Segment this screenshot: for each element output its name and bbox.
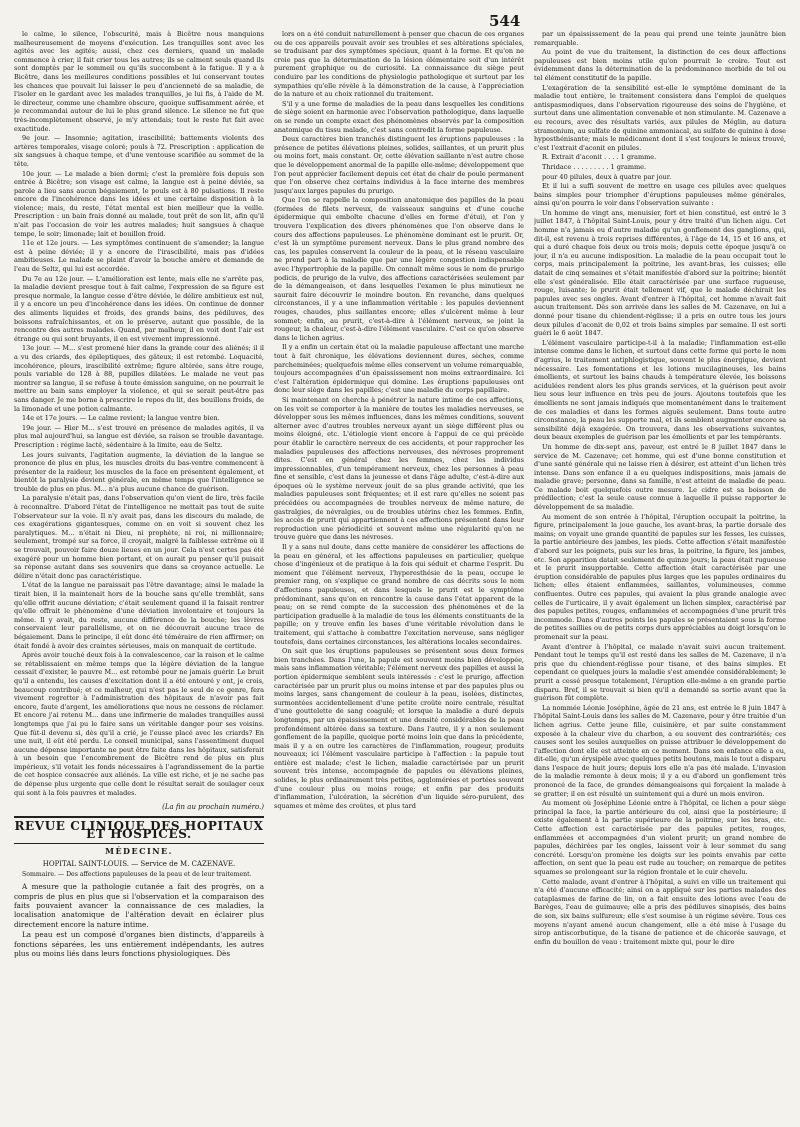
paragraph: Que l'on se rappelle la composition anatomique des papilles de la peau (formées de filets nerveux, de vaisseaux sanguins et d'une couche épidermique qui embolte chacune d'elles en forme d'étui), et l'on y trouvera l'explication des divers phénomènes que l'on observe dans le cours des affections papuleuses. Le phénomène dominant est le prurit. Or, c'est là un symptôme purement nerveux. Dans le plus grand nombre des cas, les papules conservent la couleur de la peau, et le réseau vasculaire ne prend part à la maladie que par une légère congestion indispensable avec l'hypertrophie de la papille. On connaît même sous le nom de prurigo podicis, de prurigo de la vulve, des affections caractérisées seulement par de la démangeaison, et dans lesquelles l'examen le plus minutieux ne saurait faire découvrir le moindre bouton. En revanche, dans quelques circonstances, il y a une inflammation véritable : les papules deviennent rouges, chaudes, plus saillantes encore; elles s'ulcèrent même à leur sommet; enfin, au prurit, c'est-à-dire à l'élément nerveux, se joint la rougeur, la chaleur, c'est-à-dire l'élément vasculaire. C'est ce qu'on observe dans le lichen agrius.	[274, 196, 524, 342]
paragraph: 19e jour. — Hier M... s'est trouvé en présence de malades agités, il va plus mal aujourd'hui, sa langue est déviée, sa raison se trouble davantage. Prescription : régime lacté, sédentaire à la limite, eau de Seltz.	[14, 423, 264, 449]
paragraph: Au point de vue du traitement, la distinction de ces deux affections papuleuses est bien moins utile qu'on pourrait le croire. Tout est évidemment dans la détermination de la prédominance morbide de tel ou tel élément constitutif de la papille.	[534, 48, 786, 82]
paragraph: Un homme de vingt ans, menuisier, fort et bien constitué, est entré le 3 juillet 1847, à l'hôpital Saint-Louis, pour y être traité d'un lichen aigu. Cet homme n'a jamais eu d'autre maladie qu'un gonflement des ganglions, qui, dit-il, est revenu à trois reprises différentes, à l'âge de 14, 15 et 16 ans, et qui a duré chaque fois deux ou trois mois; depuis cette époque jusqu'à ce jour, il n'a eu aucune indisposition. La maladie de la peau occupait tout le corps, mais principalement la poitrine, les avant-bras, les cuisses; elle datait de cinq semaines et s'était manifestée d'abord sur la poitrine; bientôt elle s'est généralisée. Elle était caractérisée par une surface rugueuse, rouge, luisante; le prurit était tellement vif, que le malade déchirait les papules avec ses ongles. Avant d'entrer à l'hôpital, cet homme n'avait fait aucun traitement. Dès son arrivée dans les salles de M. Cazenave, on lui a donné pour tisane du chiendent-réglisse; il a pris en outre tous les jours deux pilules d'aconit de 0,02 et trois bains simples par semaine. Il est sorti guéri le 6 août 1847.	[534, 208, 786, 338]
intro-paragraph: A mesure que la pathologie cutanée a fait des progrès, on a compris de plus en plus que si l'observation et la comparaison des faits pouvaient avancer la connaissance de ces maladies, la localisation anatomique de l'altération devait en éclairer plus directement encore la nature intime.	[14, 882, 264, 929]
paragraph: Deux caractères bien tranchés distinguent les éruptions papuleuses : la présence de petites élévations pleines, solides, saillantes, et un prurit plus ou moins fort, mais constant. Or, cette élévation saillante n'est autre chose que le développement anormal de la papille elle-même; développement que l'on peut apprécier facilement depuis cet état de chair de poule permanent que l'on observe chez certains individus à la face interne des membres jusqu'aux larges papules du prurigo.	[274, 135, 524, 195]
paragraph: On sait que les éruptions papuleuses se présentent sous deux formes bien tranchées. Dans l'une, la papule est souvent moins bien développée, mais sans inflammation véritable; l'élément nerveux des papilles et aussi la portion épidermique semblent seuls intéressés : c'est le prurigo, affection caractérisée par un prurit plus ou moins intense et par des papules plus ou moins larges, sans changement de couleur à la peau, isolées, distinctes, surmontées accidentellement d'une petite croûte noire centrale, résultat d'une gouttelette de sang coagulé; et lorsque la maladie a duré depuis longtemps, par un épaississement et une densité considérables de la peau profondément altérée dans sa texture. Dans l'autre, il y a non seulement gonflement de la papille, quoique porté moins loin que dans la précédente, mais il y a en outre les caractères de l'inflammation, rougeur, produits nouveaux; ici l'élément vasculaire participe à l'affection : la papule tout entière est malade; c'est le lichen, maladie caractérisée par un prurit souvent très intense, accompagnée de papules ou élévations pleines, solides, le plus ordinairement très petites, agglomérées et portées souvent d'une couleur plus ou moins rouge; et enfin par des produits d'inflammation, l'ulcération, la sécrétion d'un liquide séro-purulent, des squames et même des croûtes, et plus tard	[274, 647, 524, 810]
paragraph: pour 40 pilules, deux à quatre par jour.	[542, 172, 672, 181]
column-3	[534, 30, 786, 1115]
paragraph: L'exagération de la sensibilité est-elle le symptôme dominant de la maladie tout entière, le traitement consistera dans l'emploi de quelques antispasmodiques, dans l'observation rigoureuse des soins de l'hygiène, et surtout dans une alimentation convenable et non stimulante. M. Cazenave a eu recours, avec des résultats variés, aux pilules de Méglin, au datura stramonium, au sulfate de quinine ammoniacal, au sulfate de quinine à dose hyposthénisante; mais le médicament dont il s'est toujours le mieux trouvé, c'est l'extrait d'aconit en pilules.	[534, 83, 786, 152]
continuation-note: (La fin au prochain numéro.)	[162, 803, 264, 812]
page-number: 544	[489, 12, 521, 30]
article-summary: Sommaire. — Des affections papuleuses de la peau et de leur traitement.	[22, 871, 252, 879]
revue-clinique-masthead: REVUE CLINIQUE DES HOPITAUX ET HOSPICES.	[14, 818, 264, 842]
paragraph: 14e et 17e jours. — Le calme revient; la langue ventre bien.	[22, 414, 220, 423]
paragraph: La paralysie n'était pas, dans l'observation qu'on vient de lire, très facile à reconnaître. D'abord l'état de l'intelligence ne mettait pas tout de suite l'observateur sur la voie. Il n'y avait pas, dans les discours du malade, de ces exagérations gigantesques, comme on en voit si souvent chez les paralytiques. M... n'était ni Dieu, ni prophète, ni roi, ni millionnaire; seulement, trompé sur sa force, il croyait, malgré la faiblesse extrême où il se trouvait, pouvoir faire douze lieues en un jour. Cela n'est certes pas été exagéré pour un homme bien portant, et on aurait pu penser qu'il puisait sa réponse autant dans ses souvenirs que dans sa croyance actuelle. Le délire n'était donc pas caractéristique.	[14, 494, 264, 580]
paragraph: S'il y a une forme de maladies de la peau dans lesquelles les conditions de siège soient en harmonie avec l'observation pathologique, dans laquelle on se rende un compte exact des phénomènes observés par la composition anatomique du tissu malade, c'est sans contredit la forme papuleuse.	[274, 99, 524, 134]
paragraph: Il y a sans nul doute, dans cette manière de considérer les affections de la peau en général, et les affections papuleuses en particulier, quelque chose d'ingénieux et de pratique à la fois qui séduit et charme l'esprit. Du moment que l'élément nerveux, l'hyperesthésie de la peau, occupe le premier rang, on s'explique ce grand nombre de cas décrits sous le nom d'affections papuleuses, et dans lesquels le prurit est le symptôme prédominant, sans qu'on en rencontre la cause dans l'état apparent de la peau; on se rend compte de la succession des phénomènes et de la participation graduelle à la maladie de tous les éléments constituants de la papille; on y trouve enfin les bases d'une véritable révolution dans le traitement, qui s'attache à combattre l'excitation nerveuse, sans négliger toutefois, dans certaines circonstances, les altérations locales secondaires.	[274, 543, 524, 646]
section-rule	[14, 816, 264, 818]
paragraph: Si maintenant on cherche à pénétrer la nature intime de ces affections, on les voit se comporter à la manière de toutes les maladies nerveuses, se développer sous les mêmes influences, dans les mêmes conditions, souvent alterner avec d'autres troubles nerveux ayant un siège différent plus ou moins éloigné, etc. L'étiologie vient encore à l'appui de ce qui précède pour établir le caractère nerveux de ces accidents, et pour rapprocher les maladies papuleuses des affections nerveuses, des névroses proprement dites. C'est en général chez les femmes, chez les individus impressionnables, d'un tempérament nerveux, chez les personnes à peau fine et sensible, c'est dans la jeunesse et dans l'âge adulte, c'est-à-dire aux époques où le système nerveux jouit de sa plus grande activité, que les maladies papuleuses sont fréquentes; et il est rare qu'elles ne soient pas précédées ou accompagnées de troubles nerveux de même nature, de gastralgies, de névralgies, ou de troubles utérins chez les femmes. Enfin, les accès de prurit qui appartiennent à ces affections présentent dans leur reproduction une périodicité et souvent même une régularité qu'on ne trouve guère que dans les névroses.	[274, 395, 524, 542]
masthead-rule	[14, 843, 264, 844]
section-title: MÉDECINE.	[105, 846, 173, 857]
paragraph: Les jours suivants, l'agitation augmente, la déviation de la langue se prononce de plus en plus, les muscles droits du bas-ventre commencent à présenter de la raideur, les muscles de la face en présentent également, et bientôt la paralysie devient générale, en même temps que l'intelligence se trouble de plus en plus. M... n'a plus aucune chance de guérison.	[14, 450, 264, 493]
column-1-text	[14, 30, 264, 797]
paragraph: Après avoir touché deux fois à la convalescence, car la raison et le calme se rétablissaient en même temps que la légère déviation de la langue cessait d'exister, le pauvre M... est retombé pour ne jamais guérir. Le bruit qu'il a entendu, les causes d'excitation dont il a été entouré y ont, je crois, beaucoup contribué; et ce malheur, qui n'est pas le seul de ce genre, fera vivement regretter à l'administration des hôpitaux de n'avoir pas fait encore, faute d'argent, les améliorations que nous ne cessons de réclamer. Et encore j'ai retenu M... dans une infirmerie de malades tranquilles aussi longtemps que j'ai pu le faire sans un véritable danger pour ses voisins. Que fût-il devenu si, dès qu'il a crié, je l'eusse placé avec les criards? En une nuit, il eût été perdu. Le conseil municipal, sans l'assentiment duquel aucune dépense importante ne peut être faite dans les hôpitaux, satisferait à un besoin que l'encombrement de Bicêtre rend de plus en plus impérieux, s'il votait les fonds nécessaires à l'agrandissement de la partie de cet hospice consacrée aux aliénés. La ville est riche, et je ne sache pas de dépense plus urgente que celle dont le résultat serait de soulager ceux qui sont à la fois pauvres et malades.	[14, 651, 264, 797]
newspaper-page	[14, 8, 786, 1118]
paragraph: Du 7e au 12e jour. — L'amélioration est lente, mais elle ne s'arrête pas, la maladie devient presque tout à fait calme, l'expression de sa figure est presque normale, la langue cesse d'être déviée, le délire ambitieux est nul, il y a encore un peu d'incohérence dans les idées. On continue de donner des aliments liquides et froids, des grands bains, des pédiluves, des boissons rafraîchissantes, et on le préserve, autant que possible, de la rencontre des autres malades. Quand, par malheur, il en voit dont l'air est étrange ou qui sont bruyants, il en est vivement impressionné.	[14, 274, 264, 343]
paragraph: Et il lui a suffi souvent de mettre en usage ces pilules avec quelques bains simples pour triompher d'éruptions papuleuses même générales, ainsi qu'on pourra le voir dans l'observation suivante :	[534, 182, 786, 208]
paragraph: Avant d'entrer à l'hôpital, ce malade n'avait suivi aucun traitement. Pendant tout le temps qu'il est resté dans les salles de M. Cazenave, il n'a pris que du chiendent-réglisse pour tisane, et des bains simples. Et cependant ce quelques jours la maladie s'est amendée considérablement; le prurit a cessé presque totalement, l'éruption elle-même a en grande partie disparu. Bref, il se trouvait si bien qu'il a demandé sa sortie avant que la guérison fût complète.	[534, 642, 786, 703]
paragraph: Cette malade, avant d'entrer à l'hôpital, a suivi en ville un traitement qui n'a été d'aucune efficacité; ainsi on a appliqué sur les parties malades des cataplasmes de farine de lin, on a fait ensuite des lotions avec l'eau de Barèges, l'eau de guimauve; elle a pris des pédiluves sinapisés, des bains de son, six bains sulfureux; elle s'est soumise à un régime sévère. Tous ces moyens n'ayant amené aucun changement, elle a été mise à l'usage du sirop antiscorbutique, de la tisane de patience et de chicorée sauvage, et enfin du bouillon de veau : traitement mixte qui, pour le dire	[534, 877, 786, 946]
paragraph: le calme, le silence, l'obscurité, mais à Bicêtre nous manquions malheureusement de moyens d'exécution. Les tranquilles sont avec les agités avec les agités; aussi, chez ces derniers, quand un malade commence à crier, il fait crier tous les autres; ils se calment seuls quand ils sont domptés par le sommeil ou qu'ils succombent à la fatigue. Il y a à Bicêtre, dans les meilleures conditions possibles et lui conservant toutes les chances que pouvait lui laisser le peu d'ancienneté de sa maladie, de l'isoler en le gardant avec les malades tranquilles, je lui fis, à l'aide de M. le directeur, comme une chambre obscure, quoique suffisamment aérée, et je recommandai autour de lui le plus grand silence. Le silence ne fut que très-incomplètement observé, je m'y attendais; tout le reste fut fait avec exactitude.	[14, 30, 264, 133]
paragraph: La nommée Léonie Joséphine, âgée de 21 ans, est entrée le 8 juin 1847 à l'hôpital Saint-Louis dans les salles de M. Cazenave, pour y être traitée d'un lichen agrius. Cette jeune fille, cuisinière, et par suite constamment exposée à la chaleur vive du charbon, a eu souvent des contrariétés; ces causes sont les seules auxquelles on puisse attribuer le développement de l'affection dont elle est atteinte en ce moment. Dans son enfance elle a eu, dit-elle, qu'un érysipèle avec quelques petits boutons, mais le tout a disparu dans l'espace de huit jours; depuis lors elle n'a pas été malade. L'invasion de la maladie remonte à deux mois; il y a eu d'abord un gonflement très prononcé de la face, de grandes démangeaisons qui forçaient la malade à se gratter; il en est résulté un suintement qui a duré un mois environ.	[534, 703, 786, 798]
paragraph: L'état de la langue ne paraissait pas l'être davantage; ainsi le malade la tirait bien, il la maintenait hors de la bouche sans qu'elle tremblât, sans qu'elle offrit aucune déviation; c'était seulement quand il la faisait rentrer qu'elle offrait le phénomène d'une déviation involontaire et toujours la même. Il y avait, du reste, aucune différence de la bouche; les lèvres conservaient leur parallélisme, et on ne découvrait aucune trace de bégaiement. Dans le principe, il eût donc été téméraire de rien affirmer; on était fondé à avoir des craintes sérieuses, mais on manquait de certitude.	[14, 581, 264, 650]
paragraph: Il y a enfin un certain état où la maladie papuleuse affectant une marche tout à fait chronique, les élévations deviennent dures, sèches, comme parcheminées; quelquefois même elles conservent un volume remarquable, toujours accompagnées d'un épaississement non moins extraordinaire. Ici c'est l'altération épidermique qui domine. Les éruptions papuleuses ont donc leur siège dans les papilles; c'est une maladie du corps papillaire.	[274, 343, 524, 395]
paragraph: 13e jour. — M... s'est promené hier dans la grande cour des aliénés; il il a vu des criards, des épileptiques, des gâteux; il est retombé. Loquacité, incohérence, pleurs, irascibilité extrême; figure altérée, sans être rouge, pouls variable de 128 à 88, pupilles dilatées. Le malade ne veut pas montrer sa langue, il se refuse à toute émission sanguine, on ne pourrait le mettre au bain sans employer la violence, et qui se serait peut-être pas sans danger. Je me borne à prescrire le repos du lit, des bouillons froids, de la limonade et une potion calmante.	[14, 344, 264, 413]
article-intro	[14, 882, 264, 958]
paragraph: Au moment où Joséphine Léonie entre à l'hôpital, ce lichen a pour siège principal la face, la partie antérieure du col, ainsi que la postérieure; il existe également à la partie supérieure de la poitrine, sur les bras, etc. Cette affection est caractérisée par des papules petites, rouges, enflammées et accompagnées d'un violent prurit; un grand nombre de papules, déchirées par les ongles, laissent voir à leur sommet du sang concrété. Lorsqu'on promène les doigts sur les points envahis par cette affection, on sent que la peau est rude au toucher; on remarque de petites squames se prolongeant sur la région frontale et le cuir chevelu.	[534, 799, 786, 876]
paragraph: Thridace . . . . . . . . . 1 gramme.	[542, 162, 647, 171]
hospital-heading: HOPITAL SAINT-LOUIS. — Service de M. CAZENAVE.	[42, 859, 236, 868]
paragraph: par un épaississement de la peau qui prend une teinte jaunâtre bien remarquable.	[534, 30, 786, 47]
column-3-text	[534, 30, 786, 946]
paragraph: 9e jour. — Insomnie; agitation, irascibilité; battements violents des artères temporales, visage coloré; pouls à 72. Prescription : application de six sangsues à chaque tempe, et d'une ventouse scarifiée au sommet de la tête.	[14, 134, 264, 168]
column-2	[274, 30, 524, 1115]
column-1	[14, 30, 264, 1115]
intro-paragraph: La peau est un composé d'organes bien distincts, d'appareils à fonctions séparées, les uns entièrement indépendants, les autres plus ou moins liés dans leurs fonctions physiologiques. Dès	[14, 930, 264, 959]
column-2-text	[274, 30, 524, 810]
paragraph: Au moment de son entrée à l'hôpital, l'éruption occupait la poitrine, la figure, principalement la joue gauche, les avant-bras, la partie dorsale des mains; on voyait une grande quantité de papules sur les fesses, les cuisses, la partie antérieure des jambes, les pieds. Cette affection s'était manifestée d'abord sur les poignets, puis sur les bras, la poitrine, la figure, les jambes, etc. Son apparition datait seulement de quinze jours; la peau était rugueuse et le prurit insupportable. Cette affection était caractérisée par une éruption considérable de papules plus larges que les papules ordinaires du lichen; elles étaient enflammées, saillantes, volumineuses, comme confluentes. Outre ces papules, qui avaient la plus grande analogie avec celles de l'urticaire, il y avait également un lichen simplex, caractérisé par des papules petites, rouges, enflammées et accompagnées d'une prurit très incommode. Dans d'autres points les papules se présentaient sous la forme de petites saillies ou de petits corps durs appréciables au doigt lorsqu'on le promenait sur la peau.	[534, 512, 786, 641]
paragraph: 11e et 12e jours. — Les symptômes continuent de s'amender; la langue est à peine déviée; il y a encore de l'irascibilité, mais pas d'idées ambitieuses. Le malade se plaint d'avoir la bouche amère et demande de l'eau de Seltz, qui lui est accordée.	[14, 239, 264, 274]
paragraph: lors on a été conduit naturellement à penser que chacun de ces organes ou de ces appareils pouvait avoir ses troubles et ses altérations spéciales, se traduisant par des symptômes spéciaux, quant à la forme. Et qu'on ne croie pas que la détermination de la lésion élémentaire soit d'un intérêt purement graphique ou de curiosité. La connaissance du siège peut conduire par les conditions de physiologie pathologique et surtout par les sympathies qu'elle révèle à la démonstration de la cause, à l'appréciation de la nature et au choix rationnel du traitement.	[274, 30, 524, 99]
paragraph: L'élément vasculaire participe-t-il à la maladie; l'inflammation est-elle intense comme dans le lichen, et surtout dans cette forme qui porte le nom d'agrius, le traitement antiphlogistique, souvent le plus énergique, devient nécessaire. Les fomentations et les lotions mucilagineuses, les bains émollients, et surtout les bains chauds à température élevée, les boissons acidulées rendent alors les plus grands services, et la guérison peut avoir lieu sous leur influence en très peu de jours. Ajoutons toutefois que les émollients ne sont jamais indiqués que momentanément dans le traitement de ces maladies et dans les formes aiguës seulement. Dans toute autre circonstance, la peau les supporte mal, et ils semblent augmenter encore sa sensibilité déjà exagérée. On trouvera, dans les observations suivantes, deux beaux exemples de guérison par les émollients et par les tempérants.	[534, 338, 786, 442]
paragraph: 10e jour. — Le malade a bien dormi; c'est la première fois depuis son entrée à Bicêtre; son visage est calme, la langue est à peine déviée, sa parole a lieu sans aucun bégaiement, le pouls est à 80 pulsations. Il reste encore de l'incohérence dans les idées et une certaine disposition à la violence; mais, du reste, l'état mental est bien meilleur que la veille. Prescription : un bain frais donné au malade, tout prêt de son lit, afin qu'il n'ait pas l'occasion de voir les autres malades; huit sangsues à chaque tempe, le soir; limonade; lait et bouillon froid.	[14, 169, 264, 238]
paragraph: R. Extrait d'aconit . . . . 1 gramme.	[542, 153, 657, 162]
paragraph: Un homme de dix-sept ans, paveur, est entré le 8 juillet 1847 dans le service de M. Cazenave; cet homme, qui est d'une bonne constitution et d'une santé générale qui ne laisse rien à désirer, est atteint d'un lichen très intense. Dans son enfance il a eu quelques indispositions, mais jamais de maladie grave; personne, dans sa famille, n'est atteint de maladie de peau. Ce malade boit quelquefois outre mesure. Le cidre est sa boisson de prédilection; c'est la seule cause connue à laquelle il puisse rapporter le développement de sa maladie.	[534, 442, 786, 512]
